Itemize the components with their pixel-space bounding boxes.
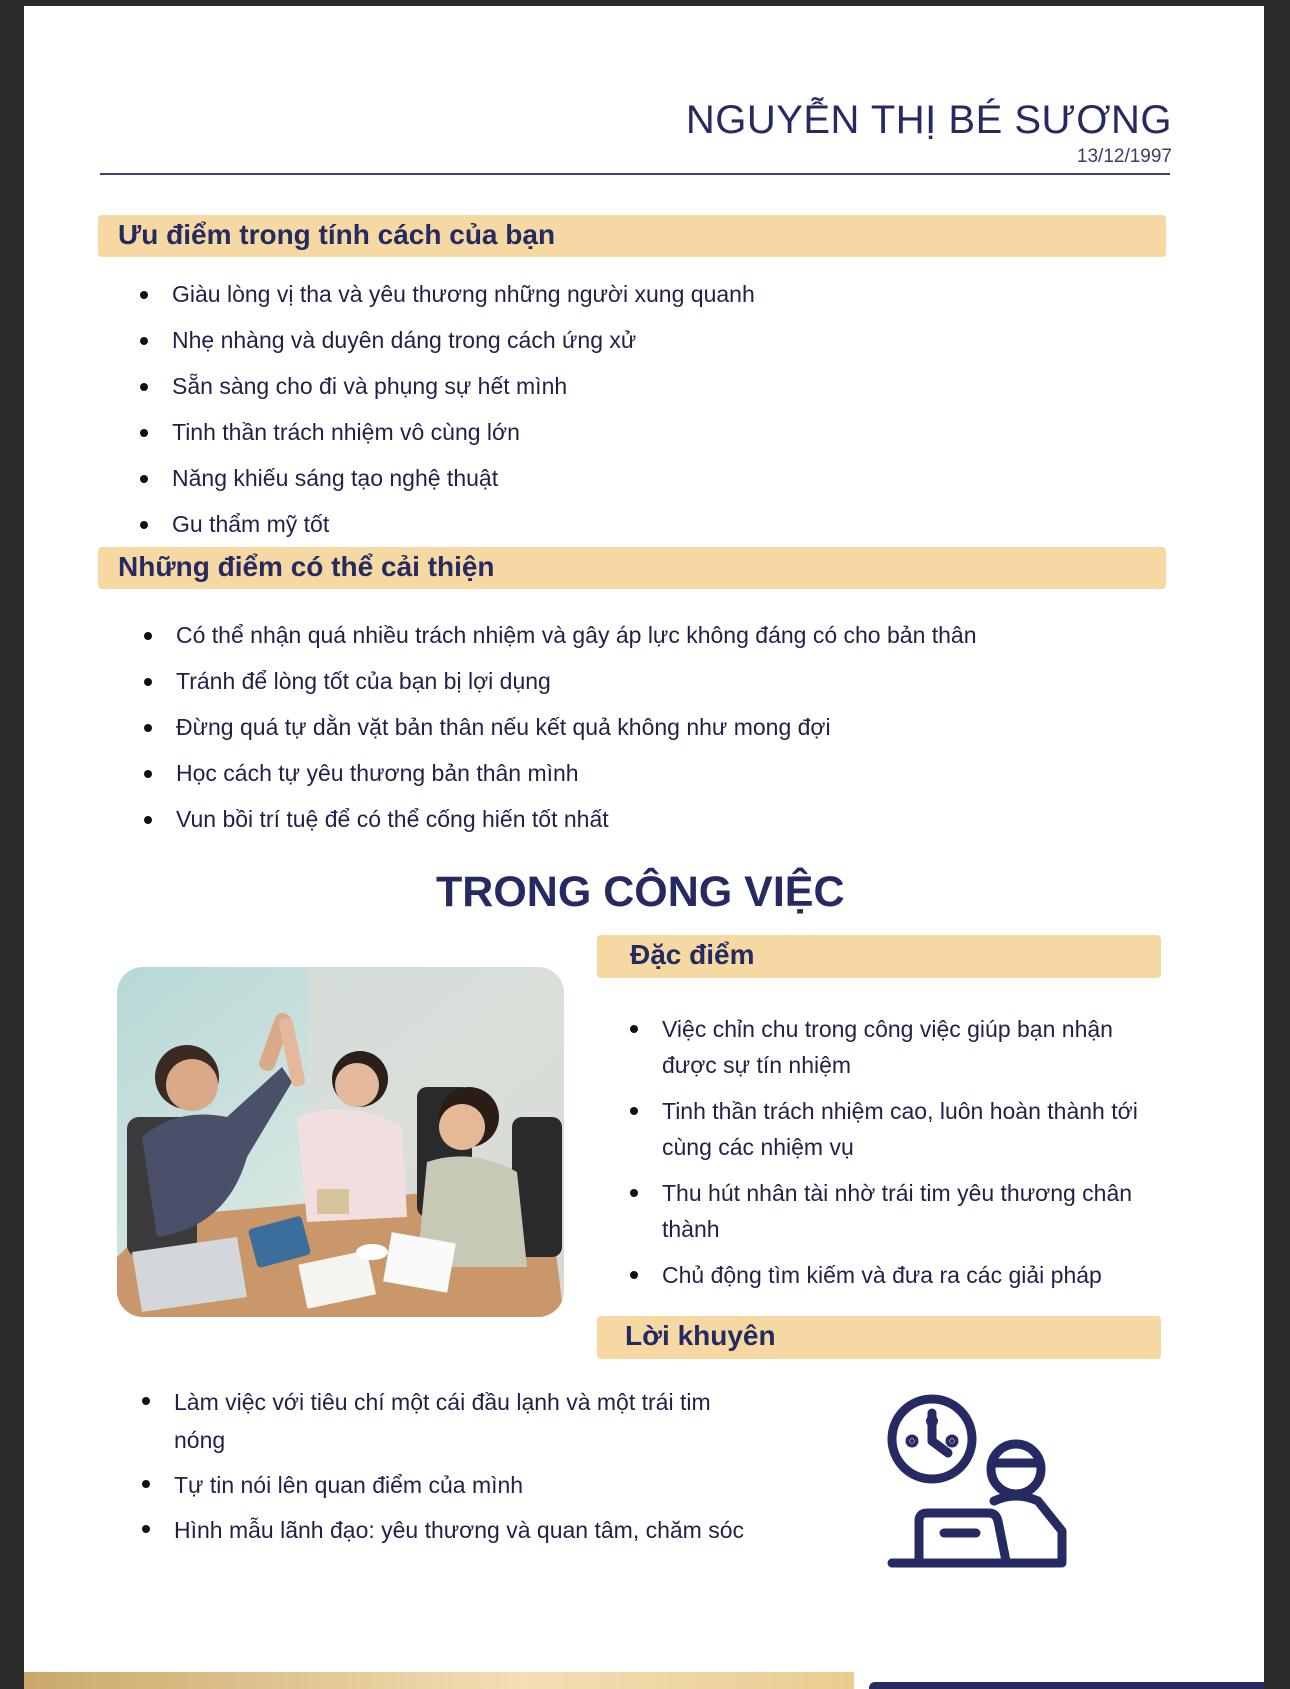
birth-date: 13/12/1997: [1076, 146, 1172, 167]
list-item: Làm việc với tiêu chí một cái đầu lạnh và một trái tim nóng: [140, 1383, 760, 1459]
section-advice-title: Lời khuyên: [625, 1320, 776, 1351]
improvements-list: [142, 618, 1192, 848]
section-improvements-header: [98, 547, 1166, 589]
list-item: Gu thẩm mỹ tốt: [138, 507, 1138, 553]
list-item: Học cách tự yêu thương bản thân mình: [142, 756, 1192, 802]
list-item: Tinh thần trách nhiệm cao, luôn hoàn thành tới cùng các nhiệm vụ: [628, 1093, 1148, 1165]
list-item: Hình mẫu lãnh đạo: yêu thương và quan tâm, chăm sóc: [140, 1511, 760, 1549]
list-item: Năng khiếu sáng tạo nghệ thuật: [138, 461, 1138, 507]
list-item: Chủ động tìm kiếm và đưa ra các giải pháp: [628, 1257, 1148, 1293]
advice-list: [140, 1383, 760, 1556]
strengths-list: [138, 277, 1138, 553]
section-strengths-header: [98, 215, 1166, 257]
list-item: Thu hút nhân tài nhờ trái tim yêu thương chân thành: [628, 1175, 1148, 1247]
list-item: Vun bồi trí tuệ để có thể cống hiến tốt nhất: [142, 802, 1192, 848]
list-item: Tự tin nói lên quan điểm của mình: [140, 1466, 760, 1504]
list-item: Sẵn sàng cho đi và phụng sự hết mình: [138, 369, 1138, 415]
list-item: Việc chỉn chu trong công việc giúp bạn nhận được sự tín nhiệm: [628, 1011, 1148, 1083]
section-traits-header: [597, 935, 1161, 978]
section-traits-title: Đặc điểm: [630, 939, 755, 970]
header-divider: [100, 173, 1170, 175]
list-item: Có thể nhận quá nhiều trách nhiệm và gây áp lực không đáng có cho bản thân: [142, 618, 1192, 664]
footer-gold-bar: [24, 1672, 854, 1689]
list-item: Tránh để lòng tốt của bạn bị lợi dụng: [142, 664, 1192, 710]
list-item: Tinh thần trách nhiệm vô cùng lớn: [138, 415, 1138, 461]
office-team-photo: [117, 967, 564, 1317]
section-improvements-title: Những điểm có thể cải thiện: [118, 551, 495, 582]
section-advice-header: [597, 1316, 1161, 1359]
list-item: Nhẹ nhàng và duyên dáng trong cách ứng xử: [138, 323, 1138, 369]
traits-list: [628, 1011, 1148, 1303]
work-section-title: TRONG CÔNG VIỆC: [436, 868, 845, 916]
section-strengths-title: Ưu điểm trong tính cách của bạn: [118, 219, 556, 250]
clock-person-laptop-icon: [884, 1391, 1084, 1576]
person-name: NGUYỄN THỊ BÉ SƯƠNG: [685, 98, 1172, 142]
list-item: Đừng quá tự dằn vặt bản thân nếu kết quả không như mong đợi: [142, 710, 1192, 756]
footer-navy-bar: [869, 1682, 1264, 1689]
document-page: [24, 6, 1264, 1689]
list-item: Giàu lòng vị tha và yêu thương những người xung quanh: [138, 277, 1138, 323]
